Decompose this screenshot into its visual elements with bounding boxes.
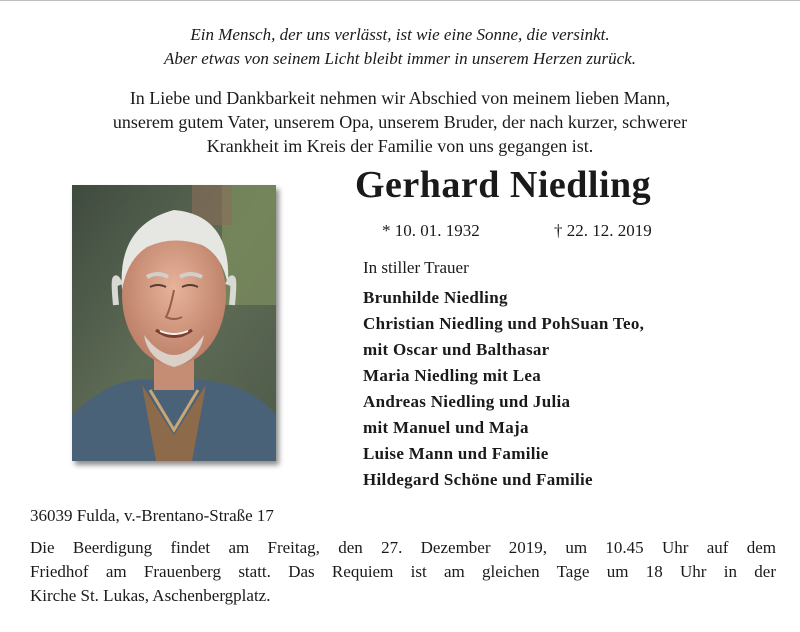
mourner-entry: mit Manuel und Maja	[363, 418, 529, 437]
birth-date: * 10. 01. 1932	[382, 221, 480, 240]
funeral-details	[30, 536, 776, 608]
mourner-entry: Luise Mann und Familie	[363, 444, 549, 463]
funeral-line: Friedhof am Frauenberg statt. Das Requiem ist am gleichen Tage um 18 Uhr in der	[30, 562, 776, 581]
memorial-quote	[0, 23, 800, 71]
farewell-line: unserem gutem Vater, unserem Opa, unserem Bruder, der nach kurzer, schwerer	[112, 112, 688, 132]
mourning-label: In stiller Trauer	[363, 258, 469, 277]
mourner-entry: Brunhilde Niedling	[363, 288, 508, 307]
quote-line: Ein Mensch, der uns verlässt, ist wie eine Sonne, die versinkt.	[190, 25, 610, 44]
farewell-text	[0, 86, 800, 158]
farewell-line: In Liebe und Dankbarkeit nehmen wir Abschied von meinem lieben Mann,	[129, 88, 671, 108]
funeral-line: Die Beerdigung findet am Freitag, den 27. Dezember 2019, um 10.45 Uhr auf dem	[30, 538, 776, 557]
family-address: 36039 Fulda, v.-Brentano-Straße 17	[30, 506, 274, 525]
mourner-entry: Maria Niedling mit Lea	[363, 366, 541, 385]
mourner-entry: mit Oscar und Balthasar	[363, 340, 550, 359]
mourner-entry: Andreas Niedling und Julia	[363, 392, 571, 411]
farewell-line: Krankheit im Kreis der Familie von uns gegangen ist.	[206, 136, 594, 156]
deceased-name: Gerhard Niedling	[355, 164, 652, 206]
quote-line: Aber etwas von seinem Licht bleibt immer in unserem Herzen zurück.	[164, 49, 636, 68]
mourner-entry: Hildegard Schöne und Familie	[363, 470, 593, 489]
funeral-line: Kirche St. Lukas, Aschenbergplatz.	[30, 586, 271, 605]
mourners-list	[363, 285, 644, 493]
mourner-entry: Christian Niedling und PohSuan Teo,	[363, 314, 645, 333]
portrait-photo	[72, 185, 276, 461]
death-date: † 22. 12. 2019	[554, 221, 652, 240]
